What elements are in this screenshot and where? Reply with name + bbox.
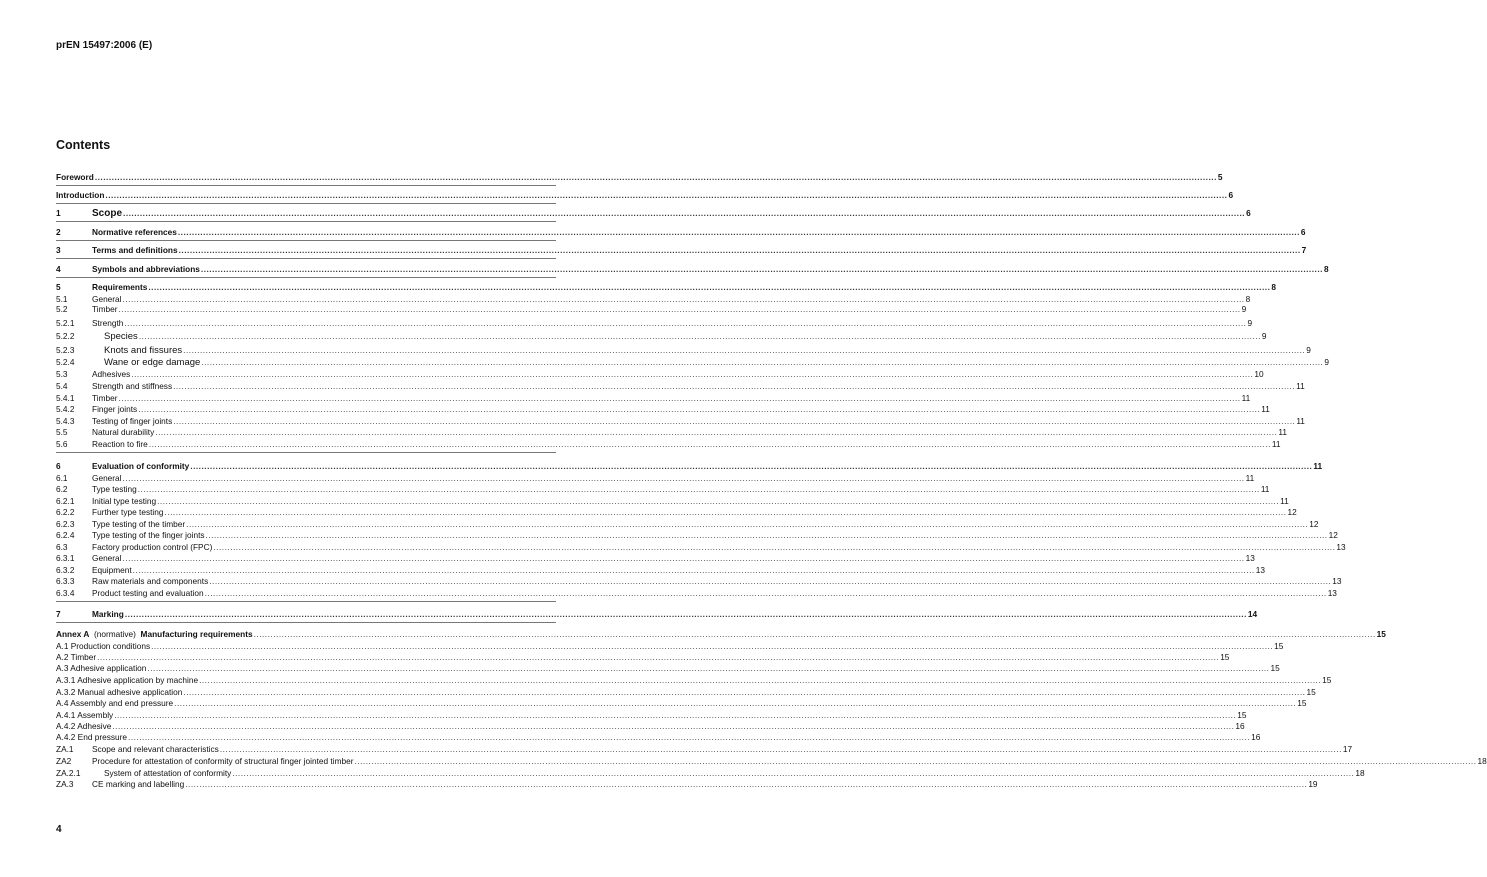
toc-entry-page: 18 bbox=[1355, 768, 1365, 778]
toc-entry-page: 15 bbox=[1274, 641, 1284, 651]
toc-entry-page: 13 bbox=[1332, 576, 1342, 586]
toc-entry-number: 3 bbox=[56, 245, 61, 255]
toc-entry[interactable] bbox=[56, 368, 1264, 379]
toc-leader-dots: ................................................................................................................................................................................................................................................................................................................................................................................................................ bbox=[147, 663, 1270, 673]
toc-separator bbox=[56, 277, 556, 278]
toc-entry[interactable] bbox=[56, 356, 1329, 368]
toc-leader-dots: ................................................................................................................................................................................................................................................................................................................................................................................................................ bbox=[190, 461, 1313, 471]
contents-title: Contents bbox=[56, 138, 111, 152]
toc-entry[interactable] bbox=[56, 552, 1255, 563]
toc-entry-title: Factory production control (FPC) bbox=[92, 542, 213, 552]
toc-entry-title: Requirements bbox=[92, 282, 148, 292]
toc-entry-page: 6 bbox=[1228, 190, 1234, 200]
toc-entry-page: 15 bbox=[1220, 652, 1230, 662]
toc-entry-page: 18 bbox=[1477, 756, 1487, 766]
toc-entry-number: 5.3 bbox=[56, 369, 68, 379]
toc-leader-dots: ................................................................................................................................................................................................................................................................................................................................................................................................................ bbox=[112, 721, 1235, 731]
toc-entry-number: 5.5 bbox=[56, 427, 68, 437]
toc-entry[interactable] bbox=[56, 709, 1247, 720]
toc-leader-dots: ................................................................................................................................................................................................................................................................................................................................................................................................................ bbox=[253, 629, 1376, 639]
toc-entry[interactable] bbox=[56, 426, 1287, 437]
toc-entry[interactable] bbox=[56, 380, 1305, 391]
toc-entry-page: 15 bbox=[1376, 629, 1386, 639]
toc-entry-page: 11 bbox=[1271, 439, 1281, 449]
toc-entry[interactable] bbox=[56, 662, 1280, 673]
toc-leader-dots: ................................................................................................................................................................................................................................................................................................................................................................................................................ bbox=[105, 190, 1228, 200]
toc-leader-dots: ................................................................................................................................................................................................................................................................................................................................................................................................................ bbox=[122, 473, 1245, 483]
toc-entry-page: 11 bbox=[1241, 393, 1251, 403]
toc-entry-title: Finger joints bbox=[92, 404, 138, 414]
toc-separator bbox=[56, 203, 556, 204]
toc-entry-page: 15 bbox=[1297, 698, 1307, 708]
toc-leader-dots: ................................................................................................................................................................................................................................................................................................................................................................................................................ bbox=[173, 416, 1296, 426]
toc-entry-page: 11 bbox=[1280, 496, 1289, 506]
toc-entry[interactable] bbox=[56, 674, 1332, 685]
toc-entry-number: 7 bbox=[56, 609, 61, 619]
toc-entry-page: 15 bbox=[1306, 687, 1316, 697]
toc-entry[interactable] bbox=[56, 731, 1261, 742]
toc-entry-title: System of attestation of conformity bbox=[104, 768, 232, 778]
toc-entry-number: 5.1 bbox=[56, 294, 68, 304]
toc-entry[interactable] bbox=[56, 651, 1230, 662]
toc-entry-title: Strength and stiffness bbox=[92, 381, 173, 391]
toc-entry-number: 2 bbox=[56, 227, 61, 237]
toc-entry-page: 13 bbox=[1327, 588, 1337, 598]
toc-entry-number: 4 bbox=[56, 264, 61, 274]
toc-entry-title: A.4.1 Assembly bbox=[56, 710, 114, 720]
toc-entry[interactable] bbox=[56, 330, 1267, 342]
toc-entry-page: 15 bbox=[1270, 663, 1280, 673]
toc-entry-title: Strength bbox=[92, 318, 124, 328]
toc-entry-title: A.4.2 End pressure bbox=[56, 732, 128, 742]
toc-entry-number: 6.2.3 bbox=[56, 519, 75, 529]
toc-entry-number: 5.2.1 bbox=[56, 318, 75, 328]
toc-entry-title: Foreword bbox=[56, 172, 94, 182]
toc-entry-page: 12 bbox=[1328, 530, 1338, 540]
toc-entry-page: 6 bbox=[1246, 208, 1251, 218]
toc-entry-number: 6.2.2 bbox=[56, 507, 75, 517]
toc-entry-number: 5.2.2 bbox=[56, 331, 75, 341]
toc-entry-number: 6.3 bbox=[56, 542, 68, 552]
toc-entry[interactable] bbox=[56, 720, 1245, 731]
toc-leader-dots: ................................................................................................................................................................................................................................................................................................................................................................................................................ bbox=[148, 439, 1271, 449]
toc-entry-page: 9 bbox=[1324, 357, 1329, 367]
toc-entry-page: 11 bbox=[1296, 416, 1305, 426]
toc-entry[interactable] bbox=[56, 529, 1338, 540]
toc-leader-dots: ................................................................................................................................................................................................................................................................................................................................................................................................................ bbox=[200, 264, 1323, 274]
toc-entry-title: Scope and relevant characteristics bbox=[92, 744, 219, 754]
toc-entry-number: 6.2 bbox=[56, 484, 68, 494]
toc-entry-title: Natural durability bbox=[92, 427, 155, 437]
toc-entry-title: Reaction to fire bbox=[92, 439, 148, 449]
toc-leader-dots: ................................................................................................................................................................................................................................................................................................................................................................................................................ bbox=[148, 282, 1271, 292]
toc-entry-page: 11 bbox=[1296, 381, 1305, 391]
toc-entry-number: 6.3.2 bbox=[56, 565, 75, 575]
toc-entry[interactable] bbox=[56, 415, 1305, 426]
toc-entry-number: 5.4.2 bbox=[56, 404, 75, 414]
toc-entry-page: 19 bbox=[1308, 779, 1318, 789]
toc-entry-number: 5.2.4 bbox=[56, 357, 75, 367]
toc-entry-title: Timber bbox=[92, 304, 118, 314]
toc-entry-title: Symbols and abbreviations bbox=[92, 264, 200, 274]
toc-entry-page: 16 bbox=[1235, 721, 1245, 731]
document-header: prEN 15497:2006 (E) bbox=[56, 40, 153, 51]
toc-entry-page: 9 bbox=[1261, 331, 1267, 341]
toc-entry-page: 13 bbox=[1255, 565, 1265, 575]
toc-entry-number: 1 bbox=[56, 208, 61, 218]
toc-separator bbox=[56, 221, 556, 222]
toc-entry-number: 6.1 bbox=[56, 473, 68, 483]
toc-entry-page: 17 bbox=[1342, 744, 1353, 754]
toc-entry-title: Timber bbox=[92, 393, 118, 403]
toc-entry[interactable] bbox=[56, 460, 1323, 471]
toc-entry-page: 11 bbox=[1245, 473, 1255, 483]
toc-entry[interactable] bbox=[56, 403, 1270, 414]
toc-entry-title: Evaluation of conformity bbox=[92, 461, 190, 471]
toc-entry-page: 11 bbox=[1278, 427, 1287, 437]
toc-leader-dots: ................................................................................................................................................................................................................................................................................................................................................................................................................ bbox=[183, 345, 1306, 355]
toc-entry[interactable] bbox=[56, 483, 1270, 494]
toc-leader-dots: ................................................................................................................................................................................................................................................................................................................................................................................................................ bbox=[138, 331, 1261, 341]
toc-entry-title: Scope bbox=[92, 208, 123, 219]
toc-entry-page: 6 bbox=[1300, 227, 1306, 237]
toc-leader-dots: ................................................................................................................................................................................................................................................................................................................................................................................................................ bbox=[131, 369, 1254, 379]
toc-entry[interactable] bbox=[56, 281, 1277, 292]
toc-entry-number: 6.3.4 bbox=[56, 588, 75, 598]
toc-entry[interactable] bbox=[56, 564, 1265, 575]
toc-entry-title: A.3 Adhesive application bbox=[56, 663, 147, 673]
toc-entry-title: Raw materials and components bbox=[92, 576, 209, 586]
toc-entry-title: Adhesives bbox=[92, 369, 131, 379]
toc-entry-page: 13 bbox=[1245, 553, 1255, 563]
toc-entry-title: Initial type testing bbox=[92, 496, 157, 506]
toc-entry-number: 5.6 bbox=[56, 439, 68, 449]
toc-entry-title: Type testing of the timber bbox=[92, 519, 186, 529]
toc-entry-page: 11 bbox=[1261, 404, 1270, 414]
toc-entry-number: 6.3.1 bbox=[56, 553, 75, 563]
toc-entry-page: 9 bbox=[1306, 345, 1311, 355]
toc-entry-number: ZA.3 bbox=[56, 779, 74, 789]
toc-leader-dots: ................................................................................................................................................................................................................................................................................................................................................................................................................ bbox=[118, 304, 1241, 314]
toc-entry[interactable] bbox=[56, 587, 1337, 598]
toc-entry-page: 13 bbox=[1336, 542, 1346, 552]
toc-entry[interactable] bbox=[56, 686, 1316, 697]
toc-entry-number: 6.2.1 bbox=[56, 496, 75, 506]
toc-entry-page: 8 bbox=[1271, 282, 1277, 292]
toc-entry-number: 5 bbox=[56, 282, 61, 292]
toc-leader-dots: ................................................................................................................................................................................................................................................................................................................................................................................................................ bbox=[204, 588, 1327, 598]
toc-entry[interactable] bbox=[56, 263, 1329, 274]
toc-entry-page: 16 bbox=[1251, 732, 1261, 742]
toc-leader-dots: ................................................................................................................................................................................................................................................................................................................................................................................................................ bbox=[201, 357, 1324, 367]
toc-entry[interactable] bbox=[56, 743, 1353, 754]
toc-leader-dots: ................................................................................................................................................................................................................................................................................................................................................................................................................ bbox=[205, 530, 1328, 540]
toc-entry-page: 15 bbox=[1237, 710, 1247, 720]
page-number: 4 bbox=[56, 824, 62, 835]
toc-entry-title: Type testing of the finger joints bbox=[92, 530, 205, 540]
toc-entry-title: Species bbox=[104, 331, 138, 342]
toc-entry-title: A.4 Assembly and end pressure bbox=[56, 698, 174, 708]
toc-leader-dots: ................................................................................................................................................................................................................................................................................................................................................................................................................ bbox=[123, 208, 1246, 218]
toc-entry-number: 6.2.4 bbox=[56, 530, 75, 540]
toc-separator bbox=[56, 622, 556, 623]
toc-entry-title: Annex A (normative) Manufacturing requirements bbox=[56, 629, 253, 639]
toc-entry[interactable] bbox=[56, 226, 1306, 237]
toc-entry-title: A.4.2 Adhesive bbox=[56, 721, 112, 731]
toc-entry[interactable] bbox=[56, 495, 1289, 506]
toc-leader-dots: ................................................................................................................................................................................................................................................................................................................................................................................................................ bbox=[151, 641, 1274, 651]
toc-entry-page: 7 bbox=[1301, 245, 1307, 255]
toc-leader-dots: ................................................................................................................................................................................................................................................................................................................................................................................................................ bbox=[186, 519, 1309, 529]
toc-entry-title: Knots and fissures bbox=[104, 345, 183, 356]
toc-leader-dots: ................................................................................................................................................................................................................................................................................................................................................................................................................ bbox=[118, 393, 1241, 403]
toc-entry[interactable] bbox=[56, 608, 1258, 619]
toc-leader-dots: ................................................................................................................................................................................................................................................................................................................................................................................................................ bbox=[174, 698, 1297, 708]
toc-entry-page: 12 bbox=[1287, 507, 1297, 517]
toc-entry-number: ZA.1 bbox=[56, 744, 74, 754]
toc-leader-dots: ................................................................................................................................................................................................................................................................................................................................................................................................................ bbox=[354, 756, 1477, 766]
toc-entry-title: Terms and definitions bbox=[92, 245, 178, 255]
toc-leader-dots: ................................................................................................................................................................................................................................................................................................................................................................................................................ bbox=[177, 227, 1300, 237]
toc-leader-dots: ................................................................................................................................................................................................................................................................................................................................................................................................................ bbox=[114, 710, 1237, 720]
toc-entry-title: General bbox=[92, 294, 122, 304]
toc-entry-page: 9 bbox=[1247, 318, 1253, 328]
toc-entry-title: General bbox=[92, 473, 122, 483]
toc-entry-number: ZA.2.1 bbox=[56, 768, 81, 778]
toc-leader-dots: ................................................................................................................................................................................................................................................................................................................................................................................................................ bbox=[122, 294, 1245, 304]
toc-leader-dots: ................................................................................................................................................................................................................................................................................................................................................................................................................ bbox=[97, 652, 1220, 662]
toc-entry-title: Testing of finger joints bbox=[92, 416, 173, 426]
toc-entry-title: Procedure for attestation of conformity of structural finger jointed timber bbox=[92, 756, 354, 766]
toc-separator bbox=[56, 185, 556, 186]
toc-leader-dots: ................................................................................................................................................................................................................................................................................................................................................................................................................ bbox=[185, 779, 1308, 789]
toc-entry[interactable] bbox=[56, 541, 1346, 552]
toc-entry[interactable] bbox=[56, 506, 1297, 517]
toc-entry-title: General bbox=[92, 553, 122, 563]
toc-entry-page: 5 bbox=[1217, 172, 1223, 182]
toc-entry-page: 15 bbox=[1322, 675, 1332, 685]
toc-entry-title: CE marking and labelling bbox=[92, 779, 185, 789]
toc-leader-dots: ................................................................................................................................................................................................................................................................................................................................................................................................................ bbox=[124, 609, 1247, 619]
toc-entry-title: Product testing and evaluation bbox=[92, 588, 204, 598]
toc-separator bbox=[56, 258, 556, 259]
toc-entry-number: 5.2.3 bbox=[56, 345, 75, 355]
toc-entry[interactable] bbox=[56, 171, 1223, 182]
toc-leader-dots: ................................................................................................................................................................................................................................................................................................................................................................................................................ bbox=[155, 427, 1278, 437]
toc-entry-number: 6 bbox=[56, 461, 61, 471]
toc-separator bbox=[56, 240, 556, 241]
toc-leader-dots: ................................................................................................................................................................................................................................................................................................................................................................................................................ bbox=[199, 675, 1322, 685]
toc-entry[interactable] bbox=[56, 778, 1318, 789]
toc-entry[interactable] bbox=[56, 317, 1253, 328]
toc-entry-title: Type testing bbox=[92, 484, 137, 494]
toc-entry[interactable] bbox=[56, 755, 1487, 766]
toc-entry-number: 5.2 bbox=[56, 304, 68, 314]
toc-entry[interactable] bbox=[56, 518, 1319, 529]
toc-entry-title: Equipment bbox=[92, 565, 132, 575]
toc-entry-page: 8 bbox=[1245, 294, 1251, 304]
toc-entry[interactable] bbox=[56, 438, 1281, 449]
toc-entry[interactable] bbox=[56, 244, 1307, 255]
toc-entry[interactable] bbox=[56, 392, 1251, 403]
toc-entry-number: 5.4.1 bbox=[56, 393, 75, 403]
toc-entry[interactable] bbox=[56, 640, 1284, 651]
toc-leader-dots: ................................................................................................................................................................................................................................................................................................................................................................................................................ bbox=[137, 484, 1260, 494]
toc-leader-dots: ................................................................................................................................................................................................................................................................................................................................................................................................................ bbox=[138, 404, 1261, 414]
toc-entry-title: A.3.1 Adhesive application by machine bbox=[56, 675, 199, 685]
toc-entry-number: 6.3.3 bbox=[56, 576, 75, 586]
toc-entry-title: Normative references bbox=[92, 227, 177, 237]
toc-entry[interactable] bbox=[56, 697, 1307, 708]
toc-entry-page: 12 bbox=[1309, 519, 1319, 529]
toc-entry[interactable] bbox=[56, 344, 1311, 356]
toc-entry-page: 11 bbox=[1260, 484, 1270, 494]
toc-entry[interactable] bbox=[56, 303, 1247, 314]
toc-leader-dots: ................................................................................................................................................................................................................................................................................................................................................................................................................ bbox=[178, 245, 1301, 255]
toc-entry-title: A.2 Timber bbox=[56, 652, 97, 662]
toc-entry-page: 8 bbox=[1323, 264, 1329, 274]
toc-entry-number: 5.4 bbox=[56, 381, 68, 391]
toc-leader-dots: ................................................................................................................................................................................................................................................................................................................................................................................................................ bbox=[132, 565, 1255, 575]
toc-entry-page: 11 bbox=[1313, 461, 1323, 471]
toc-separator bbox=[56, 452, 556, 453]
toc-entry-page: 10 bbox=[1254, 369, 1264, 379]
toc-entry[interactable] bbox=[56, 207, 1251, 219]
toc-entry[interactable] bbox=[56, 767, 1365, 778]
toc-leader-dots: ................................................................................................................................................................................................................................................................................................................................................................................................................ bbox=[232, 768, 1355, 778]
toc-leader-dots: ................................................................................................................................................................................................................................................................................................................................................................................................................ bbox=[183, 687, 1306, 697]
toc-entry-title: Introduction bbox=[56, 190, 105, 200]
toc-entry-page: 14 bbox=[1247, 609, 1258, 619]
toc-leader-dots: ................................................................................................................................................................................................................................................................................................................................................................................................................ bbox=[219, 744, 1342, 754]
toc-leader-dots: ................................................................................................................................................................................................................................................................................................................................................................................................................ bbox=[209, 576, 1332, 586]
toc-leader-dots: ................................................................................................................................................................................................................................................................................................................................................................................................................ bbox=[157, 496, 1280, 506]
toc-entry-title: Further type testing bbox=[92, 507, 164, 517]
toc-entry[interactable] bbox=[56, 575, 1342, 586]
toc-leader-dots: ................................................................................................................................................................................................................................................................................................................................................................................................................ bbox=[124, 318, 1247, 328]
toc-leader-dots: ................................................................................................................................................................................................................................................................................................................................................................................................................ bbox=[128, 732, 1251, 742]
toc-entry-title: A.1 Production conditions bbox=[56, 641, 151, 651]
toc-leader-dots: ................................................................................................................................................................................................................................................................................................................................................................................................................ bbox=[213, 542, 1336, 552]
toc-entry-number: ZA2 bbox=[56, 756, 72, 766]
toc-separator bbox=[56, 601, 556, 602]
toc-entry-title: Wane or edge damage bbox=[104, 357, 201, 368]
toc-entry-title: Marking bbox=[92, 609, 124, 619]
toc-leader-dots: ................................................................................................................................................................................................................................................................................................................................................................................................................ bbox=[122, 553, 1245, 563]
toc-entry-page: 9 bbox=[1241, 304, 1247, 314]
toc-leader-dots: ................................................................................................................................................................................................................................................................................................................................................................................................................ bbox=[164, 507, 1287, 517]
toc-entry[interactable] bbox=[56, 628, 1386, 639]
toc-leader-dots: ................................................................................................................................................................................................................................................................................................................................................................................................................ bbox=[173, 381, 1296, 391]
toc-entry[interactable] bbox=[56, 189, 1234, 200]
toc-leader-dots: ................................................................................................................................................................................................................................................................................................................................................................................................................ bbox=[94, 172, 1217, 182]
toc-entry-number: 5.4.3 bbox=[56, 416, 75, 426]
toc-entry[interactable] bbox=[56, 472, 1255, 483]
toc-entry-title: A.3.2 Manual adhesive application bbox=[56, 687, 183, 697]
